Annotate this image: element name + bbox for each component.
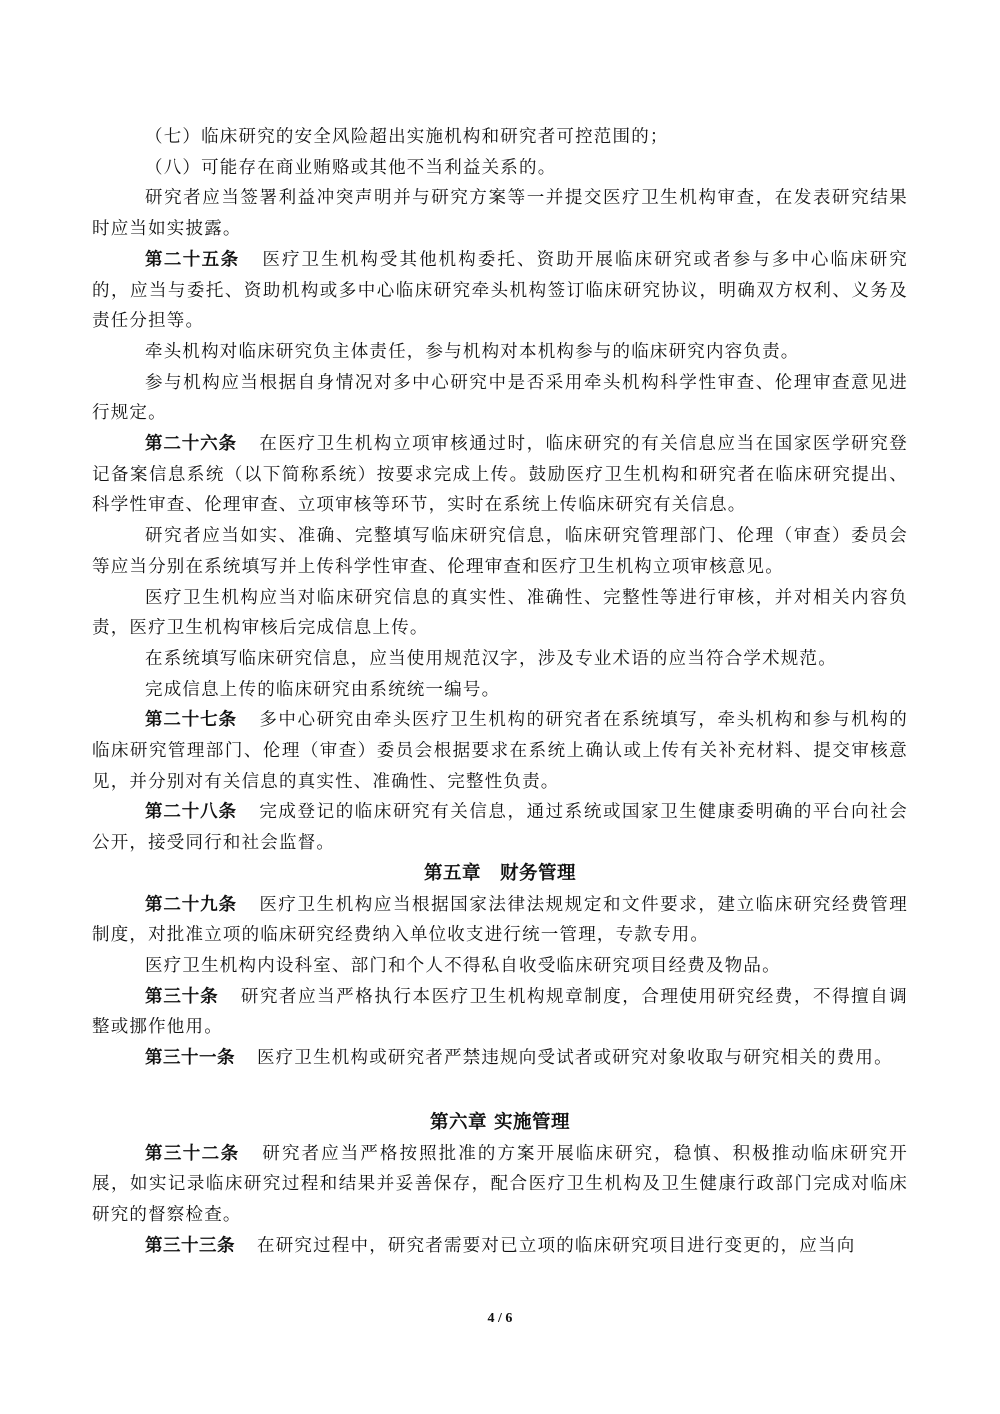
paragraph-clause-7: （七）临床研究的安全风险超出实施机构和研究者可控范围的；	[145, 127, 669, 147]
article-number: 第三十条	[145, 986, 219, 1007]
paragraph-lead-institution: 牵头机构对临床研究负主体责任，参与机构对本机构参与的临床研究内容负责。	[145, 341, 800, 362]
paragraph-no-private-funds: 医疗卫生机构内设科室、部门和个人不得私自收受临床研究项目经费及物品。	[145, 955, 781, 976]
paragraph-clause-8: （八）可能存在商业贿赂或其他不当利益关系的。	[145, 157, 557, 178]
article-29: 第二十九条 医疗卫生机构应当根据国家法律法规规定和文件要求，建立临床研究经费管理制度，对批准立项的临床研究经费纳入单位收支进行统一管理，专款专用。	[92, 894, 908, 946]
chapter-5-heading: 第五章 财务管理	[423, 862, 576, 884]
article-number: 第二十五条	[145, 249, 240, 270]
article-26: 第二十六条 在医疗卫生机构立项审核通过时，临床研究的有关信息应当在国家医学研究登记备案信息系统（以下简称系统）按要求完成上传。鼓励医疗卫生机构和研究者在临床研究提出、科学性审查、伦理审查、立项审核等环节，实时在系统上传临床研究有关信息。	[92, 434, 908, 516]
chapter-6-heading: 第六章 实施管理	[430, 1111, 570, 1133]
article-number: 第二十八条	[145, 802, 237, 823]
article-number: 第三十一条	[145, 1048, 235, 1069]
article-28: 第二十八条 完成登记的临床研究有关信息，通过系统或国家卫生健康委明确的平台向社会公开，接受同行和社会监督。	[92, 802, 908, 854]
article-25: 第二十五条 医疗卫生机构受其他机构委托、资助开展临床研究或者参与多中心临床研究的，应当与委托、资助机构或多中心临床研究牵头机构签订临床研究协议，明确双方权利、义务及责任分担等。	[92, 249, 908, 332]
article-number: 第二十七条	[145, 710, 237, 731]
paragraph-standard-chars: 在系统填写临床研究信息，应当使用规范汉字，涉及专业术语的应当符合学术规范。	[145, 648, 837, 669]
article-32: 第三十二条 研究者应当严格按照批准的方案开展临床研究，稳慎、积极推动临床研究开展，如实记录临床研究过程和结果并妥善保存，配合医疗卫生机构及卫生健康行政部门完成对临床研究的督察检查。	[92, 1143, 908, 1225]
article-number: 第二十六条	[145, 434, 237, 455]
paragraph-conflict-declaration: 研究者应当签署利益冲突声明并与研究方案等一并提交医疗卫生机构审查，在发表研究结果时应当如实披露。	[92, 188, 908, 240]
page-number: 4 / 6	[487, 1311, 513, 1326]
paragraph-participating-institution: 参与机构应当根据自身情况对多中心研究中是否采用牵头机构科学性审查、伦理审查意见进行规定。	[92, 372, 908, 424]
article-30: 第三十条 研究者应当严格执行本医疗卫生机构规章制度，合理使用研究经费，不得擅自调整或挪作他用。	[92, 986, 909, 1038]
paragraph-fill-info: 研究者应当如实、准确、完整填写临床研究信息，临床研究管理部门、伦理（审查）委员会等应当分别在系统填写并上传科学性审查、伦理审查和医疗卫生机构立项审核意见。	[92, 526, 908, 577]
article-27: 第二十七条 多中心研究由牵头医疗卫生机构的研究者在系统填写，牵头机构和参与机构的临床研究管理部门、伦理（审查）委员会根据要求在系统上确认或上传有关补充材料、提交审核意见，并分别对有关信息的真实性、准确性、完整性负责。	[92, 710, 908, 792]
article-33: 第三十三条 在研究过程中，研究者需要对已立项的临床研究项目进行变更的，应当向	[145, 1235, 856, 1256]
article-number: 第二十九条	[145, 894, 237, 915]
article-number: 第三十三条	[145, 1235, 235, 1256]
paragraph-review-info: 医疗卫生机构应当对临床研究信息的真实性、准确性、完整性等进行审核，并对相关内容负责，医疗卫生机构审核后完成信息上传。	[92, 587, 908, 639]
document-body	[92, 122, 908, 1261]
paragraph-unified-number: 完成信息上传的临床研究由系统统一编号。	[145, 679, 501, 700]
article-number: 第三十二条	[145, 1143, 240, 1164]
article-31: 第三十一条 医疗卫生机构或研究者严禁违规向受试者或研究对象收取与研究相关的费用。	[145, 1048, 893, 1069]
